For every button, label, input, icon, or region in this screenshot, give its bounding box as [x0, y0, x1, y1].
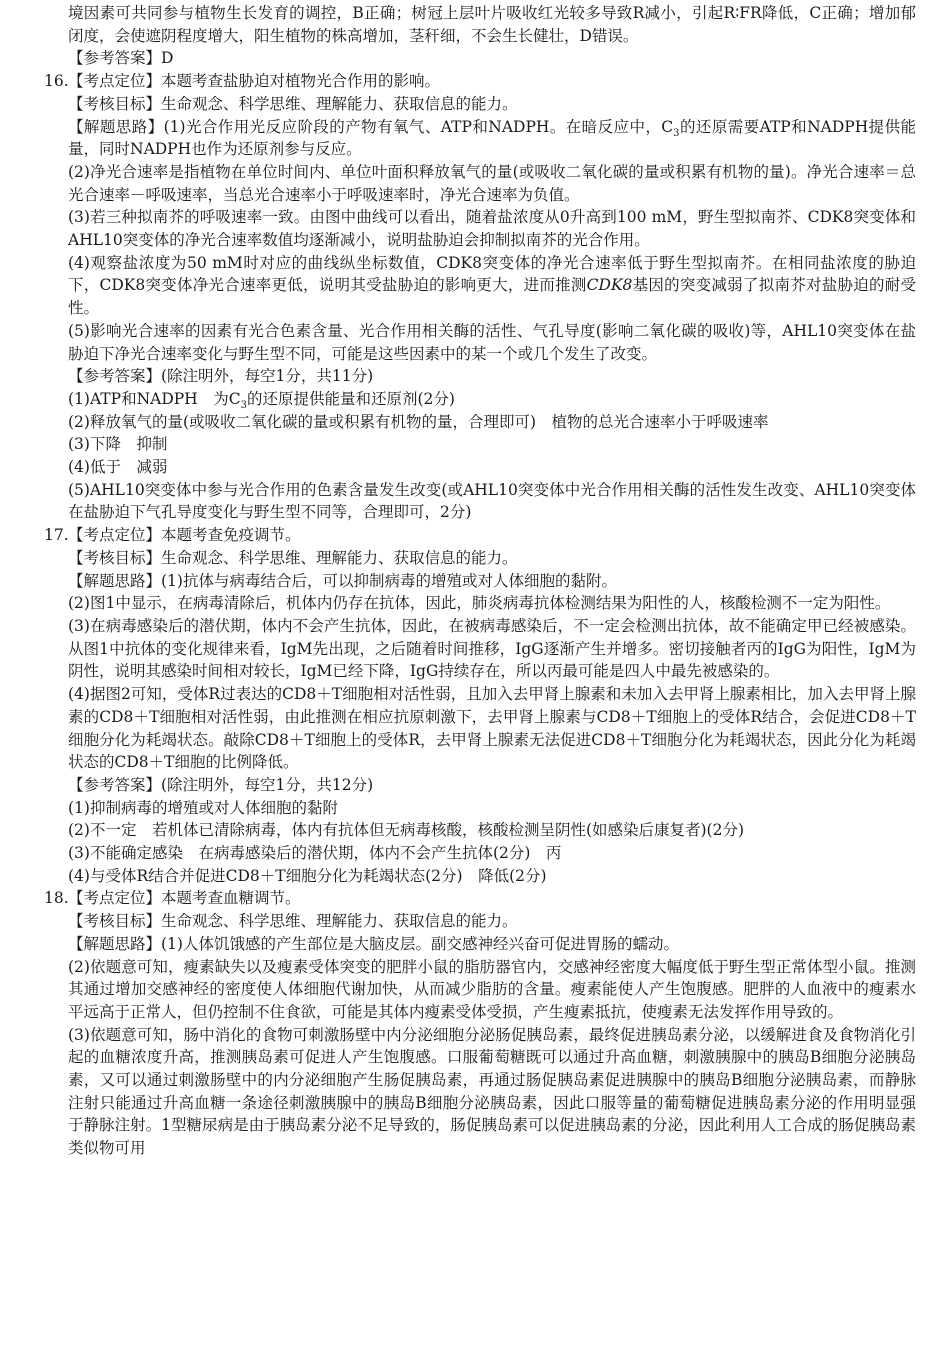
intro-answer: 【参考答案】D	[68, 49, 174, 68]
q18-silu-2: (2)依题意可知，瘦素缺失以及瘦素受体突变的肥胖小鼠的脂肪器官内，交感神经密度大幅度低于野生型正常体型小鼠。推测其通过增加交感神经的密度使人体细胞代谢加快，从而减少脂肪的含量。瘦素能使人产生饱腹感。肥胖的人血液中的瘦素水平远高于正常人，但仍控制不住食欲，可能是其体内瘦素受体受损，产生瘦素抵抗，使瘦素无法发挥作用导致的。	[68, 957, 916, 1021]
q17-answer-3: (3)不能确定感染 在病毒感染后的潜伏期，体内不会产生抗体(2分) 丙	[68, 844, 562, 863]
intro-text: 境因素可共同参与植物生长发育的调控，B正确；树冠上层叶片吸收红光较多导致R减小，引起R∶FR降低，C正确；增加郁闭度，会使遮阴程度增大，阳生植物的株高增加，茎秆细，不会生长健壮，D错误。	[68, 4, 916, 45]
q16-silu-5: (5)影响光合速率的因素有光合色素含量、光合作用相关酶的活性、气孔导度(影响二氧化碳的吸收)等，AHL10突变体在盐胁迫下净光合速率变化与野生型不同，可能是这些因素中的某一个或几个发生了改变。	[68, 321, 916, 363]
q18-number: 18.	[44, 889, 69, 908]
q16-answer-5: (5)AHL10突变体中参与光合作用的色素含量发生改变(或AHL10突变体中光合作用相关酶的活性发生改变、AHL10突变体在盐胁迫下气孔导度变化与野生型不同等，合理即可，2分)	[68, 480, 916, 522]
q17-answer-1: (1)抑制病毒的增殖或对人体细胞的黏附	[68, 798, 338, 817]
q18-silu-1: 【解题思路】(1)人体饥饿感的产生部位是大脑皮层。副交感神经兴奋可促进胃肠的蠕动。	[68, 934, 679, 953]
q17-number: 17.	[44, 526, 69, 545]
q16-answer-1: (1)ATP和NADPH 为$C_3$的还原提供能量和还原剂(2分)	[68, 389, 455, 412]
q16-number: 16.	[44, 72, 69, 91]
q17-kaodian: 17.【考点定位】本题考查免疫调节。	[40, 524, 916, 547]
q17-silu-4: (4)据图2可知，受体R过表达的CD8＋T细胞相对活性弱，且加入去甲肾上腺素和未加入去甲肾上腺素相比，加入去甲肾上腺素的CD8＋T细胞相对活性弱，由此推测在相应抗原刺激下，去甲肾上腺素与CD8＋T细胞上的受体R结合，会促进CD8＋T细胞分化为耗竭状态。敲除CD8＋T细胞上的受体R，去甲肾上腺素无法促进CD8＋T细胞分化为耗竭状态，因此分化为耗竭状态的CD8＋T细胞的比例降低。	[68, 685, 916, 772]
q16-answer-4: (4)低于 减弱	[68, 458, 168, 477]
q17-answer-4: (4)与受体R结合并促进CD8＋T细胞分化为耗竭状态(2分) 降低(2分)	[68, 866, 547, 885]
q16-answer-2: (2)释放氧气的量(或吸收二氧化碳的量或积累有机物的量，合理即可) 植物的总光合速率小于呼吸速率	[68, 412, 769, 431]
q17-answer-2: (2)不一定 若机体已清除病毒，体内有抗体但无病毒核酸，核酸检测呈阴性(如感染后康复者)(2分)	[68, 821, 745, 840]
q18-mubiao: 【考核目标】生命观念、科学思维、理解能力、获取信息的能力。	[68, 912, 518, 931]
q16-mubiao: 【考核目标】生命观念、科学思维、理解能力、获取信息的能力。	[68, 94, 518, 113]
q17-silu-2: (2)图1中显示，在病毒清除后，机体内仍存在抗体，因此，肺炎病毒抗体检测结果为阳性的人，核酸检测不一定为阳性。	[68, 594, 891, 613]
q16-silu-1: 【解题思路】(1)光合作用光反应阶段的产物有氧气、ATP和NADPH。在暗反应中，$C_3$的还原需要ATP和NADPH提供能量，同时NADPH也作为还原剂参与反应。	[68, 117, 916, 159]
q17-answer-head: 【参考答案】(除注明外，每空1分，共12分)	[68, 775, 374, 794]
gene-name: CDK8	[586, 276, 633, 295]
q16-silu-2: (2)净光合速率是指植物在单位时间内、单位叶面积释放氧气的量(或吸收二氧化碳的量或积累有机物的量)。净光合速率＝总光合速率－呼吸速率，当总光合速率小于呼吸速率时，净光合速率为负值。	[68, 162, 916, 204]
q16-answer-head: 【参考答案】(除注明外，每空1分，共11分)	[68, 367, 374, 386]
q18-silu-3: (3)依题意可知，肠中消化的食物可刺激肠壁中内分泌细胞分泌肠促胰岛素，最终促进胰岛素分泌，以缓解进食及食物消化引起的血糖浓度升高，推测胰岛素可促进人产生饱腹感。口服葡萄糖既可以通过升高血糖，刺激胰腺中的胰岛B细胞分泌胰岛素，又可以通过刺激肠壁中的内分泌细胞产生肠促胰岛素，再通过肠促胰岛素促进胰腺中的胰岛B细胞分泌胰岛素，而静脉注射只能通过升高血糖一条途径刺激胰腺中的胰岛B细胞分泌胰岛素，因此口服等量的葡萄糖促进胰岛素分泌的作用明显强于静脉注射。1型糖尿病是由于胰岛素分泌不足导致的，肠促胰岛素可以促进胰岛素的分泌，因此利用人工合成的肠促胰岛素类似物可用	[68, 1025, 916, 1158]
q17-silu-1: 【解题思路】(1)抗体与病毒结合后，可以抑制病毒的增殖或对人体细胞的黏附。	[68, 571, 617, 590]
q18-kaodian: 18.【考点定位】本题考查血糖调节。	[40, 887, 916, 910]
q16-answer-3: (3)下降 抑制	[68, 435, 168, 454]
q17-mubiao: 【考核目标】生命观念、科学思维、理解能力、获取信息的能力。	[68, 548, 518, 567]
q16-silu-4: (4)观察盐浓度为50 mM时对应的曲线纵坐标数值，CDK8突变体的净光合速率低于野生型拟南芥。在相同盐浓度的胁迫下，CDK8突变体净光合速率更低，说明其受盐胁迫的影响更大，进而推测CDK8基因的突变减弱了拟南芥对盐胁迫的耐受性。	[68, 253, 916, 318]
q17-silu-3: (3)在病毒感染后的潜伏期，体内不会产生抗体，因此，在被病毒感染后，不一定会检测出抗体，故不能确定甲已经被感染。从图1中抗体的变化规律来看，IgM先出现，之后随着时间推移，IgG逐渐产生并增多。密切接触者丙的IgG为阳性，IgM为阴性，说明其感染时间相对较长，IgM已经下降，IgG持续存在，所以丙最可能是四人中最先被感染的。	[68, 616, 916, 681]
q16-silu-3: (3)若三种拟南芥的呼吸速率一致。由图中曲线可以看出，随着盐浓度从0升高到100 mM，野生型拟南芥、CDK8突变体和AHL10突变体的净光合速率数值均逐渐减小，说明盐胁迫会抑制拟南芥的光合作用。	[68, 208, 916, 250]
q16-kaodian: 16.【考点定位】本题考查盐胁迫对植物光合作用的影响。	[40, 70, 916, 93]
